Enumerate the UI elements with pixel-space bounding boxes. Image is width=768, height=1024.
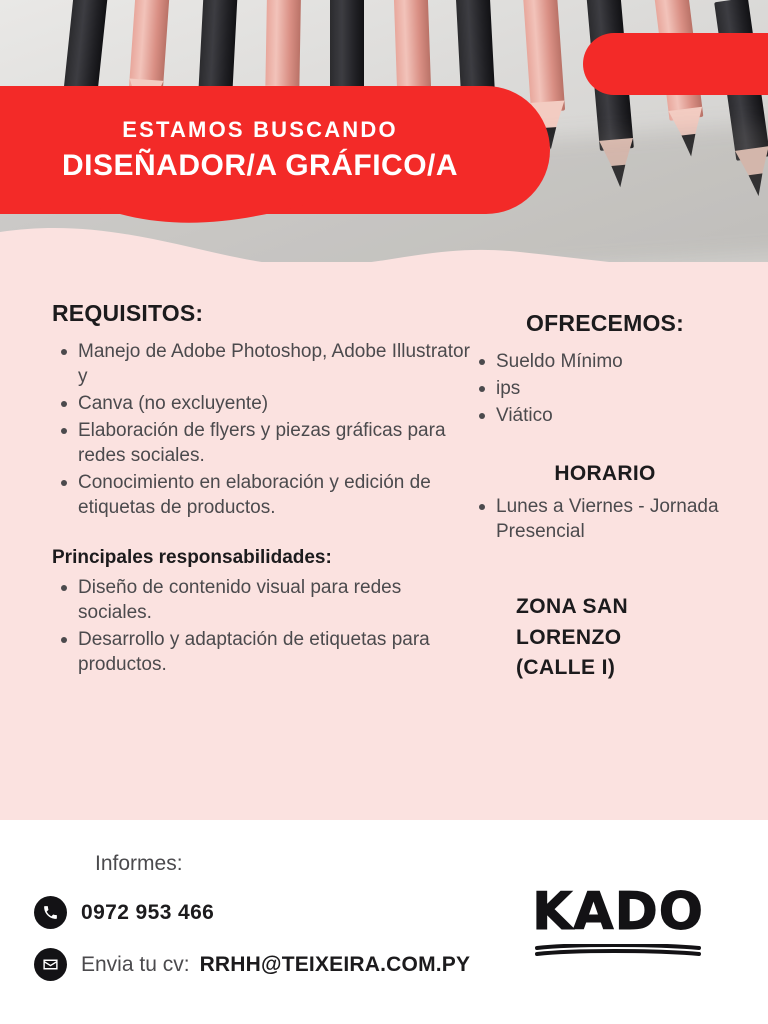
left-column	[52, 300, 472, 679]
requisitos-heading: REQUISITOS:	[52, 300, 204, 326]
phone-contact-row[interactable]	[34, 896, 214, 929]
ofrecemos-heading: OFRECEMOS:	[526, 310, 684, 336]
company-logo	[532, 882, 704, 963]
horario-list	[470, 494, 740, 544]
horario-heading: HORARIO	[554, 462, 656, 486]
requisitos-list	[52, 339, 472, 521]
responsabilidades-heading: Principales responsabilidades:	[52, 546, 332, 568]
red-wave-shape	[0, 196, 520, 256]
ofrecemos-list	[470, 349, 740, 428]
envelope-icon	[34, 948, 67, 981]
zona-line-2: LORENZO	[516, 625, 622, 649]
headline-banner	[0, 86, 550, 214]
list-item: Viático	[496, 403, 740, 428]
zona-line-3: (CALLE I)	[516, 656, 616, 680]
right-column	[470, 310, 740, 684]
cv-label: Envia tu cv:	[81, 952, 190, 976]
informes-label: Informes:	[95, 852, 183, 875]
logo-text: KADO	[532, 882, 704, 942]
email-contact-row[interactable]	[34, 948, 470, 981]
email-address: RRHH@TEIXEIRA.COM.PY	[199, 952, 471, 976]
responsabilidades-list	[52, 575, 472, 677]
banner-kicker: ESTAMOS BUSCANDO	[122, 117, 398, 142]
list-item: Desarrollo y adaptación de etiquetas para productos.	[78, 627, 472, 677]
list-item: Elaboración de flyers y piezas gráficas para redes sociales.	[78, 418, 472, 468]
list-item: ips	[496, 376, 740, 401]
banner-title: DISEÑADOR/A GRÁFICO/A	[61, 149, 459, 182]
responsabilidades-block	[52, 547, 472, 677]
list-item: Manejo de Adobe Photoshop, Adobe Illustrator y	[78, 339, 472, 389]
phone-icon	[34, 896, 67, 929]
zona-block	[516, 592, 740, 683]
contact-footer	[0, 820, 768, 1024]
red-accent-pill	[583, 33, 768, 95]
list-item: Canva (no excluyente)	[78, 391, 472, 416]
phone-number: 0972 953 466	[81, 900, 215, 924]
zona-line-1: ZONA SAN	[516, 595, 629, 619]
list-item: Conocimiento en elaboración y edición de etiquetas de productos.	[78, 470, 472, 520]
logo-underline-icon	[533, 944, 703, 958]
list-item: Lunes a Viernes - Jornada Presencial	[496, 494, 740, 544]
list-item: Diseño de contenido visual para redes sociales.	[78, 575, 472, 625]
list-item: Sueldo Mínimo	[496, 349, 740, 374]
poster-body	[0, 262, 768, 820]
